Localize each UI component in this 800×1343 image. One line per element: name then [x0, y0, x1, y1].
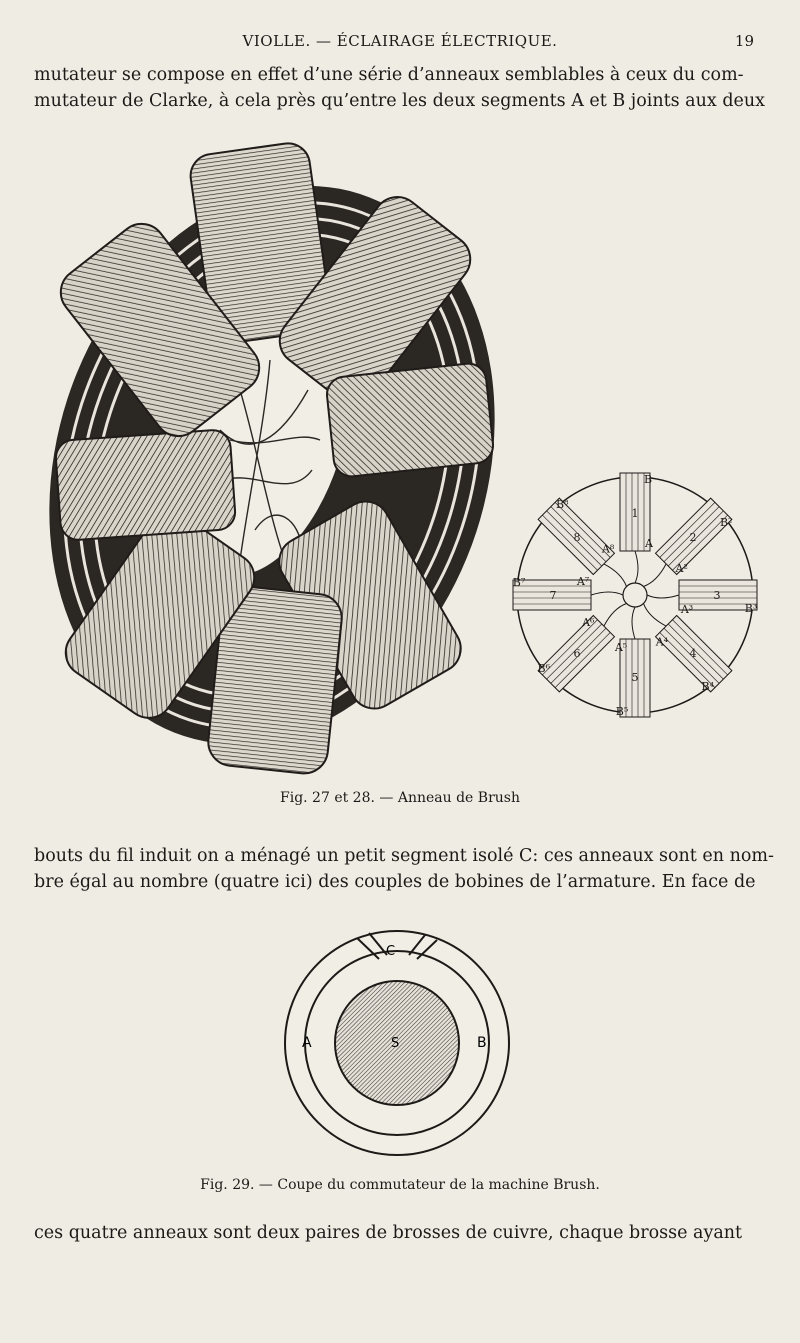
schematic-b-label: B³ [744, 602, 758, 615]
schematic-coil-number: 4 [689, 647, 697, 660]
text-line: mutateur se compose en effet d’une série d’anneaux semblables à ceux du com- [34, 65, 744, 85]
running-header [0, 32, 800, 54]
figure-29-caption: Fig. 29. — Coupe du commutateur de la machine Brush. [200, 1177, 600, 1193]
schematic-b-label: B² [719, 516, 733, 530]
schematic-a-label: A [645, 537, 653, 550]
page-number: 19 [734, 32, 754, 50]
segment-label-a: A [302, 1035, 312, 1051]
schematic-a-label: A⁸ [601, 542, 615, 556]
schematic-a-label: A³ [680, 603, 694, 616]
schematic-b-label: B [643, 473, 653, 486]
schematic-a-label: A⁷ [576, 575, 590, 588]
schematic-coil-number: 2 [689, 531, 697, 544]
schematic-coil-number: 8 [573, 531, 581, 544]
paragraph-bottom [34, 1220, 764, 1246]
schematic-coil-number: 5 [631, 671, 639, 684]
schematic-coil-number: 1 [631, 507, 639, 520]
schematic-b-label: B⁷ [512, 576, 526, 589]
text-line: mutateur de Clarke, à cela près qu’entre les deux segments A et B joints aux deux [34, 91, 766, 111]
schematic-coil [647, 580, 757, 610]
coil-block [325, 362, 495, 478]
text-line: bouts du fil induit on a ménagé un petit segment isolé C: ces anneaux sont en nom- [34, 846, 774, 866]
paragraph-top [34, 62, 764, 114]
schematic-a-label: A² [675, 562, 688, 576]
schematic-coil-number: 7 [549, 589, 557, 602]
segment-label-b: B [477, 1035, 487, 1051]
schematic-coil-number: 6 [573, 647, 581, 660]
schematic-coil-number: 3 [713, 589, 721, 602]
segment-label-c: C [386, 944, 396, 959]
schematic-b-label: B⁵ [615, 705, 629, 718]
schematic-coil [620, 473, 653, 583]
schematic-b-label: B⁸ [555, 497, 569, 511]
text-line: ces quatre anneaux sont deux paires de brosses de cuivre, chaque brosse ayant [34, 1223, 743, 1243]
text-line: bre égal au nombre (quatre ici) des couples de bobines de l’armature. En face de [34, 872, 756, 892]
paragraph-middle [34, 843, 774, 895]
schematic-hub [623, 583, 647, 607]
schematic-coil [620, 607, 650, 717]
schematic-b-label: B⁶ [537, 661, 551, 675]
figure-27-28-caption: Fig. 27 et 28. — Anneau de Brush [280, 790, 520, 806]
running-title: VIOLLE. — ÉCLAIRAGE ÉLECTRIQUE. [242, 32, 558, 50]
schematic-coil [513, 580, 623, 610]
schematic-a-label: A⁴ [655, 635, 669, 649]
schematic-b-label: B⁴ [701, 680, 715, 694]
shaft-label-s: S [391, 1036, 400, 1051]
schematic-a-label: A⁵ [614, 641, 628, 654]
schematic-a-label: A⁶ [582, 615, 595, 629]
commutator-section-figure [275, 925, 525, 1165]
coil-block [55, 429, 237, 541]
ring-schematic-diagram [500, 460, 780, 730]
brush-ring-illustration [40, 140, 510, 780]
